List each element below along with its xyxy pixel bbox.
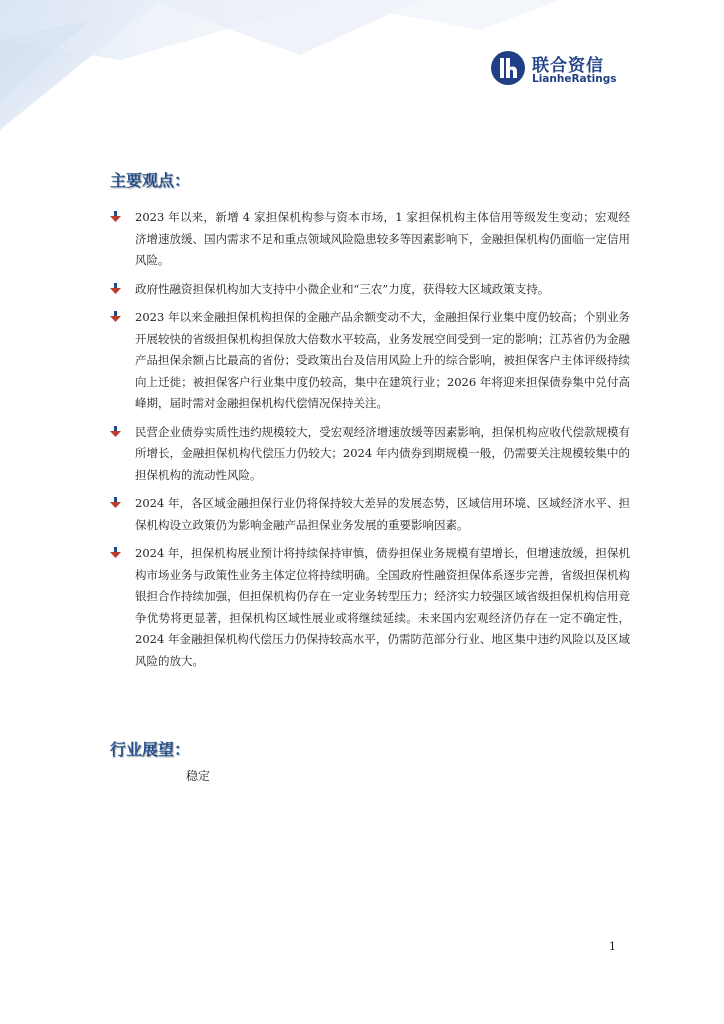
main-point-text: 2023 年以来，新增 4 家担保机构参与资本市场，1 家担保机构主体信用等级发生变动；宏观经济增速放缓、国内需求不足和重点领域风险隐患较多等因素影响下，金融担保机构仍面临一定信用风险。 [135, 210, 630, 267]
industry-outlook-value: 稳定 [186, 769, 211, 783]
main-point-item [110, 543, 630, 672]
main-point-item [110, 207, 630, 272]
main-point-text: 2024 年，担保机构展业预计将持续保持审慎，债券担保业务规模有望增长，但增速放缓，担保机构市场业务与政策性业务主体定位将持续明确。全国政府性融资担保体系逐步完善，省级担保机构银担合作持续加强，但担保机构仍存在一定业务转型压力；经济实力较强区域省级担保机构信用竞争优势将更显著，担保机构区域性展业或将继续延续。未来国内宏观经济仍存在一定不确定性，2024 年金融担保机构代偿压力仍保持较高水平，仍需防范部分行业、地区集中违约风险以及区域风险的放大。 [135, 546, 630, 668]
lianhe-logo-icon [490, 50, 526, 86]
bullet-arrow-icon [110, 497, 122, 509]
bullet-arrow-icon [110, 547, 122, 559]
bullet-arrow-icon [110, 311, 122, 323]
page-number: 1 [609, 940, 616, 953]
main-point-text: 2024 年，各区域金融担保行业仍将保持较大差异的发展态势，区域信用环境、区域经济水平、担保机构设立政策仍为影响金融产品担保业务发展的重要影响因素。 [135, 496, 630, 532]
main-points-title: 主要观点： [110, 171, 191, 190]
main-point-text: 政府性融资担保机构加大支持中小微企业和“三农”力度，获得较大区域政策支持。 [135, 281, 550, 296]
main-point-text: 2023 年以来金融担保机构担保的金融产品余额变动不大，金融担保行业集中度仍较高；个别业务开展较快的省级担保机构担保放大倍数水平较高，业务发展空间受到一定的影响；江苏省仍为金融产品担保余额占比最高的省份；受政策出台及信用风险上升的综合影响，被担保客户主体评级持续向上迁徙；被担保客户行业集中度仍较高，集中在建筑行业；2026 年将迎来担保债券集中兑付高峰期，届时需对金融担保机构代偿情况保持关注。 [135, 310, 630, 410]
industry-outlook-title: 行业展望： [110, 740, 191, 759]
main-point-text: 民营企业债券实质性违约规模较大，受宏观经济增速放缓等因素影响，担保机构应收代偿款规模有所增长，金融担保机构代偿压力仍较大；2024 年内债券到期规模一般，仍需要关注规模较集中的担保机构的流动性风险。 [135, 424, 630, 482]
logo-english-name: LianheRatings [532, 73, 617, 85]
logo [490, 50, 620, 90]
bullet-arrow-icon [110, 211, 122, 223]
main-point-item [110, 307, 630, 415]
main-point-item [110, 279, 630, 301]
main-point-item [110, 422, 630, 487]
main-points-list [110, 207, 630, 679]
bullet-arrow-icon [110, 283, 122, 295]
bullet-arrow-icon [110, 426, 122, 438]
main-point-item [110, 493, 630, 536]
logo-chinese-name: 联合资信 [532, 56, 604, 76]
